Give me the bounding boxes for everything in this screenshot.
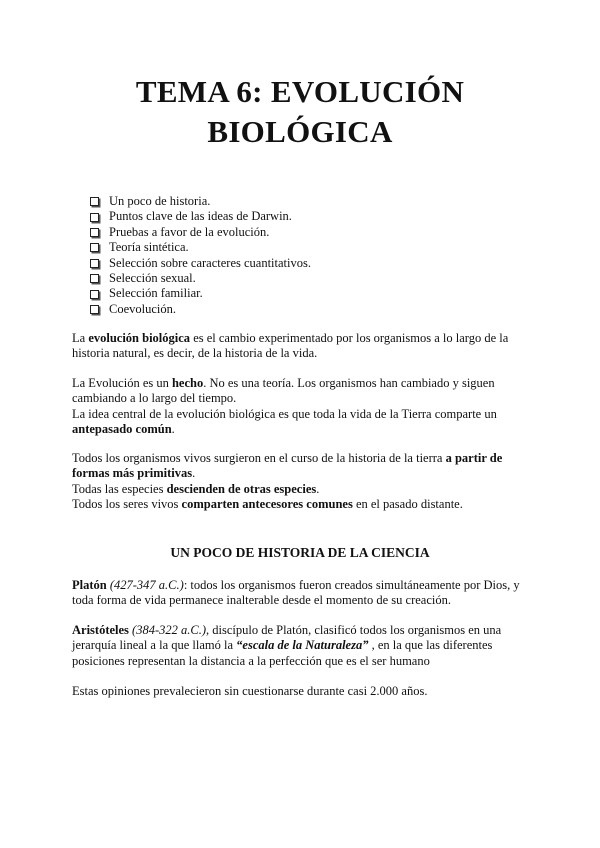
checkbox-bullet-icon [90, 259, 99, 268]
paragraph-aristoteles: Aristóteles (384-322 a.C.), discípulo de Platón, clasificó todos los organismos en una jerarquía lineal a la que llamó la “escala de la Naturaleza” , en la que las diferentes posiciones representan la distancia a la perfección que es el ser humano [72, 623, 502, 668]
page-title [0, 72, 600, 152]
checkbox-bullet-icon [90, 213, 99, 222]
checkbox-bullet-icon [90, 228, 99, 237]
topic-item: Puntos clave de las ideas de Darwin. [90, 209, 311, 224]
checkbox-bullet-icon [90, 290, 99, 299]
paragraph-definition: La evolución biológica es el cambio experimentado por los organismos a lo largo de la historia natural, es decir, de la historia de la vida. [72, 331, 509, 361]
paragraph-common-ancestry: Todos los organismos vivos surgieron en el curso de la historia de la tierra a partir de formas más primitivas. Todas las especies descienden de otras especies. Todos los seres vivos comparten antecesores comunes en el pasado distante. [72, 451, 503, 512]
topic-list [90, 194, 311, 317]
topic-item: Pruebas a favor de la evolución. [90, 225, 311, 240]
paragraph-conclusion: Estas opiniones prevalecieron sin cuestionarse durante casi 2.000 años. [72, 684, 428, 698]
title-line-2: BIOLÓGICA [207, 114, 393, 149]
paragraph-platon: Platón (427-347 a.C.): todos los organismos fueron creados simultáneamente por Dios, y toda forma de vida permanece inalterable desde el momento de su creación. [72, 578, 520, 608]
topic-item: Selección sexual. [90, 271, 311, 286]
section-heading: UN POCO DE HISTORIA DE LA CIENCIA [170, 545, 430, 560]
checkbox-bullet-icon [90, 243, 99, 252]
checkbox-bullet-icon [90, 305, 99, 314]
topic-item: Un poco de historia. [90, 194, 311, 209]
title-line-1: TEMA 6: EVOLUCIÓN [135, 74, 465, 109]
topic-item: Coevolución. [90, 302, 311, 317]
topic-item: Teoría sintética. [90, 240, 311, 255]
paragraph-evolution-fact: La Evolución es un hecho. No es una teoría. Los organismos han cambiado y siguen cambiando a lo largo del tiempo. La idea central de la evolución biológica es que toda la vida de la Tierra comparte un antepasado común. [72, 376, 497, 437]
checkbox-bullet-icon [90, 274, 99, 283]
topic-item: Selección familiar. [90, 286, 311, 301]
checkbox-bullet-icon [90, 197, 99, 206]
topic-item: Selección sobre caracteres cuantitativos. [90, 256, 311, 271]
